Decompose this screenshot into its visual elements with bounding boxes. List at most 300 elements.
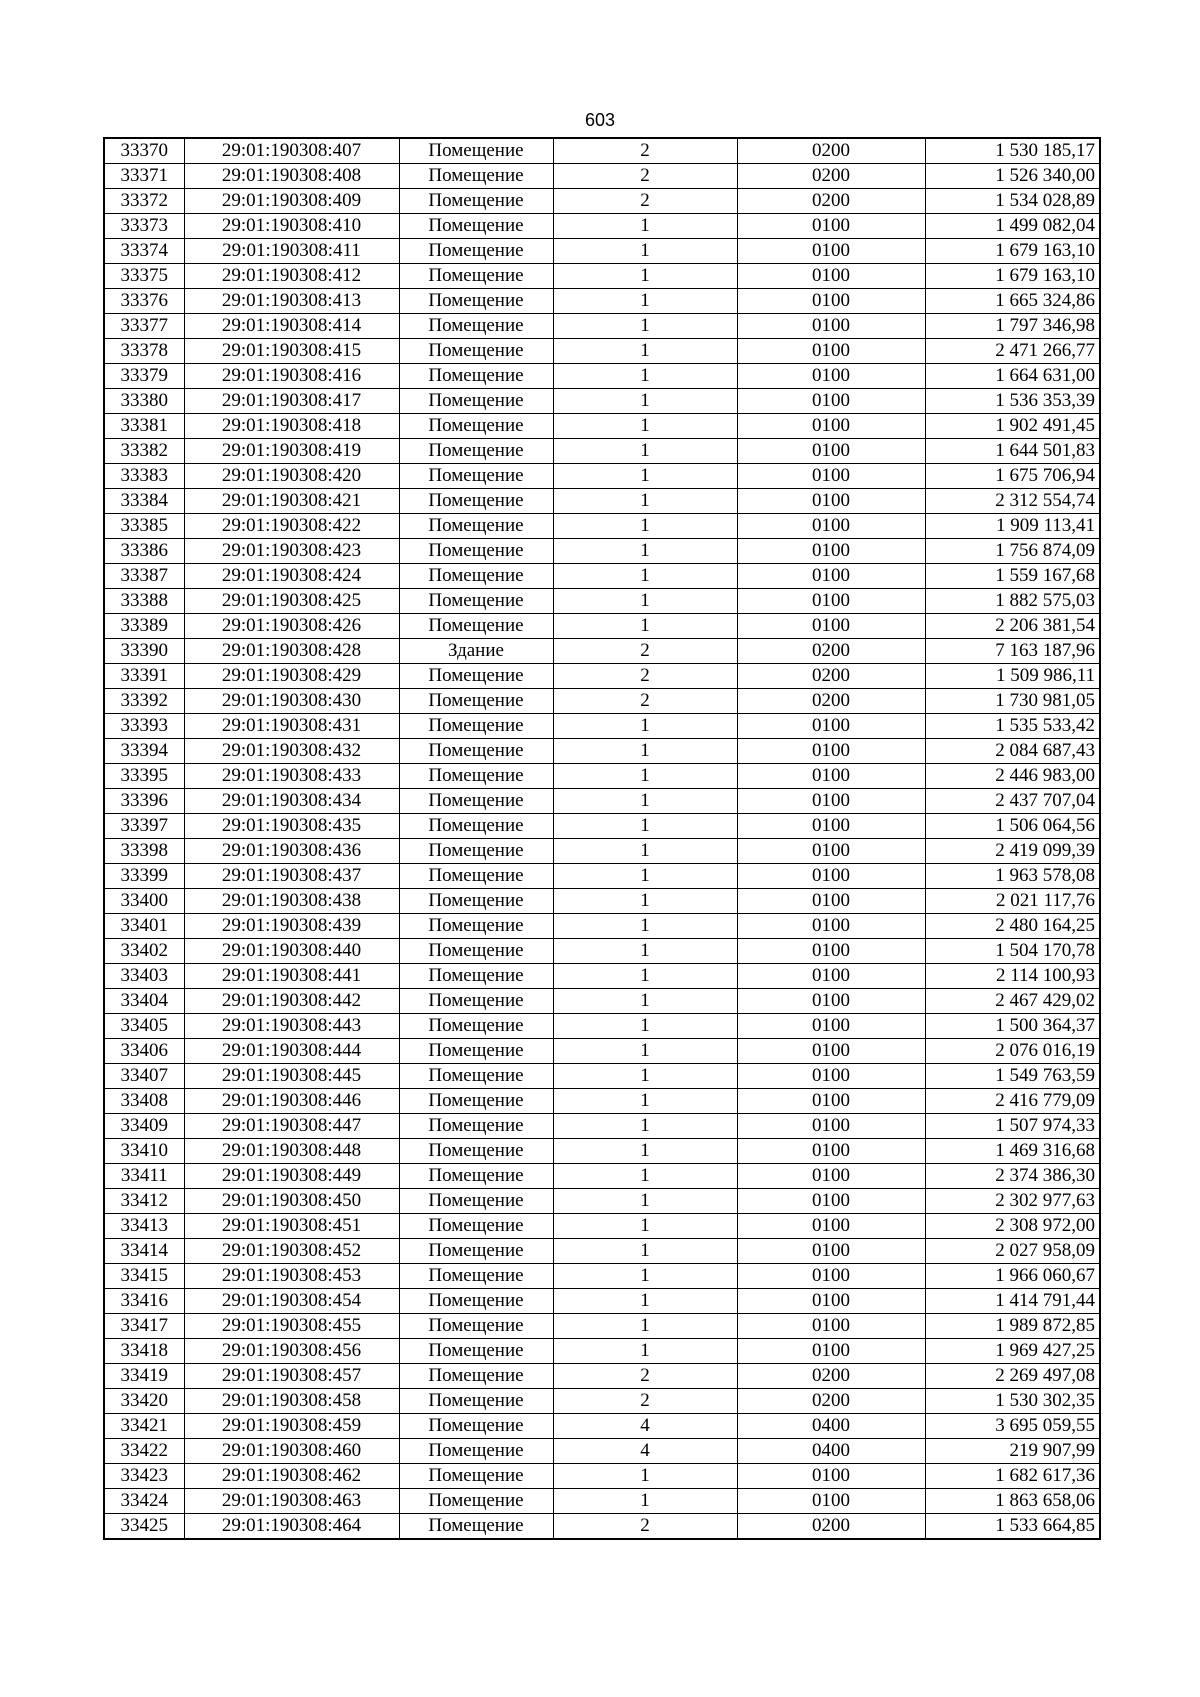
row-number-cell: 33406 <box>104 1039 184 1064</box>
code-cell: 0200 <box>737 138 925 164</box>
cadastral-value-cell: 2 084 687,43 <box>925 739 1100 764</box>
cadastral-number-cell: 29:01:190308:414 <box>184 314 399 339</box>
code-cell: 0100 <box>737 1139 925 1164</box>
table-row <box>104 1014 1100 1039</box>
code-cell: 0200 <box>737 1364 925 1389</box>
count-cell: 1 <box>553 914 737 939</box>
row-number-cell: 33424 <box>104 1489 184 1514</box>
count-cell: 1 <box>553 864 737 889</box>
code-cell: 0200 <box>737 689 925 714</box>
code-cell: 0100 <box>737 214 925 239</box>
count-cell: 1 <box>553 1314 737 1339</box>
table-row <box>104 464 1100 489</box>
object-type-cell: Помещение <box>399 589 553 614</box>
table-row <box>104 764 1100 789</box>
cadastral-value-cell: 1 730 981,05 <box>925 689 1100 714</box>
table-row <box>104 664 1100 689</box>
row-number-cell: 33389 <box>104 614 184 639</box>
cadastral-number-cell: 29:01:190308:449 <box>184 1164 399 1189</box>
row-number-cell: 33373 <box>104 214 184 239</box>
object-type-cell: Помещение <box>399 264 553 289</box>
row-number-cell: 33386 <box>104 539 184 564</box>
row-number-cell: 33377 <box>104 314 184 339</box>
count-cell: 1 <box>553 314 737 339</box>
object-type-cell: Помещение <box>399 664 553 689</box>
code-cell: 0100 <box>737 1214 925 1239</box>
count-cell: 2 <box>553 664 737 689</box>
object-type-cell: Помещение <box>399 339 553 364</box>
count-cell: 1 <box>553 964 737 989</box>
cadastral-value-cell: 2 269 497,08 <box>925 1364 1100 1389</box>
table-row <box>104 539 1100 564</box>
cadastral-value-cell: 1 902 491,45 <box>925 414 1100 439</box>
code-cell: 0100 <box>737 789 925 814</box>
table-row <box>104 1164 1100 1189</box>
count-cell: 2 <box>553 689 737 714</box>
cadastral-number-cell: 29:01:190308:424 <box>184 564 399 589</box>
cadastral-value-cell: 1 507 974,33 <box>925 1114 1100 1139</box>
row-number-cell: 33400 <box>104 889 184 914</box>
table-row <box>104 514 1100 539</box>
row-number-cell: 33371 <box>104 164 184 189</box>
table-row <box>104 1089 1100 1114</box>
table-row <box>104 414 1100 439</box>
code-cell: 0100 <box>737 764 925 789</box>
object-type-cell: Помещение <box>399 1214 553 1239</box>
cadastral-number-cell: 29:01:190308:462 <box>184 1464 399 1489</box>
count-cell: 1 <box>553 789 737 814</box>
cadastral-value-cell: 1 533 664,85 <box>925 1514 1100 1540</box>
row-number-cell: 33397 <box>104 814 184 839</box>
row-number-cell: 33409 <box>104 1114 184 1139</box>
count-cell: 1 <box>553 839 737 864</box>
count-cell: 1 <box>553 389 737 414</box>
row-number-cell: 33401 <box>104 914 184 939</box>
row-number-cell: 33411 <box>104 1164 184 1189</box>
table-row <box>104 1514 1100 1540</box>
count-cell: 1 <box>553 214 737 239</box>
row-number-cell: 33404 <box>104 989 184 1014</box>
cadastral-value-cell: 2 471 266,77 <box>925 339 1100 364</box>
table-row <box>104 364 1100 389</box>
code-cell: 0100 <box>737 489 925 514</box>
table-row <box>104 1114 1100 1139</box>
object-type-cell: Помещение <box>399 1264 553 1289</box>
cadastral-number-cell: 29:01:190308:464 <box>184 1514 399 1540</box>
object-type-cell: Помещение <box>399 1339 553 1364</box>
cadastral-number-cell: 29:01:190308:463 <box>184 1489 399 1514</box>
cadastral-value-cell: 1 756 874,09 <box>925 539 1100 564</box>
code-cell: 0100 <box>737 864 925 889</box>
cadastral-number-cell: 29:01:190308:407 <box>184 138 399 164</box>
cadastral-value-cell: 2 416 779,09 <box>925 1089 1100 1114</box>
count-cell: 1 <box>553 1264 737 1289</box>
cadastral-value-cell: 2 437 707,04 <box>925 789 1100 814</box>
table-row <box>104 814 1100 839</box>
page-number: 603 <box>584 110 616 130</box>
code-cell: 0100 <box>737 914 925 939</box>
cadastral-number-cell: 29:01:190308:419 <box>184 439 399 464</box>
count-cell: 1 <box>553 1339 737 1364</box>
object-type-cell: Помещение <box>399 1064 553 1089</box>
cadastral-number-cell: 29:01:190308:428 <box>184 639 399 664</box>
object-type-cell: Помещение <box>399 1239 553 1264</box>
object-type-cell: Помещение <box>399 889 553 914</box>
object-type-cell: Помещение <box>399 614 553 639</box>
table-row <box>104 1489 1100 1514</box>
cadastral-value-cell: 1 549 763,59 <box>925 1064 1100 1089</box>
object-type-cell: Помещение <box>399 1039 553 1064</box>
row-number-cell: 33403 <box>104 964 184 989</box>
count-cell: 1 <box>553 264 737 289</box>
count-cell: 2 <box>553 164 737 189</box>
count-cell: 1 <box>553 889 737 914</box>
object-type-cell: Помещение <box>399 1189 553 1214</box>
row-number-cell: 33372 <box>104 189 184 214</box>
code-cell: 0200 <box>737 164 925 189</box>
cadastral-number-cell: 29:01:190308:451 <box>184 1214 399 1239</box>
cadastral-number-cell: 29:01:190308:426 <box>184 614 399 639</box>
object-type-cell: Помещение <box>399 364 553 389</box>
cadastral-value-cell: 1 664 631,00 <box>925 364 1100 389</box>
cadastral-number-cell: 29:01:190308:448 <box>184 1139 399 1164</box>
row-number-cell: 33417 <box>104 1314 184 1339</box>
row-number-cell: 33391 <box>104 664 184 689</box>
code-cell: 0100 <box>737 814 925 839</box>
cadastral-number-cell: 29:01:190308:423 <box>184 539 399 564</box>
cadastral-number-cell: 29:01:190308:440 <box>184 939 399 964</box>
count-cell: 1 <box>553 1089 737 1114</box>
count-cell: 2 <box>553 189 737 214</box>
code-cell: 0200 <box>737 1514 925 1540</box>
cadastral-value-cell: 1 509 986,11 <box>925 664 1100 689</box>
cadastral-value-cell: 2 446 983,00 <box>925 764 1100 789</box>
table-row <box>104 1314 1100 1339</box>
count-cell: 1 <box>553 1014 737 1039</box>
row-number-cell: 33392 <box>104 689 184 714</box>
cadastral-number-cell: 29:01:190308:415 <box>184 339 399 364</box>
object-type-cell: Помещение <box>399 214 553 239</box>
object-type-cell: Помещение <box>399 914 553 939</box>
table-row <box>104 1439 1100 1464</box>
object-type-cell: Помещение <box>399 864 553 889</box>
row-number-cell: 33422 <box>104 1439 184 1464</box>
count-cell: 2 <box>553 639 737 664</box>
table-row <box>104 1389 1100 1414</box>
table-row <box>104 1039 1100 1064</box>
cadastral-value-cell: 1 530 185,17 <box>925 138 1100 164</box>
cadastral-value-cell: 1 682 617,36 <box>925 1464 1100 1489</box>
row-number-cell: 33402 <box>104 939 184 964</box>
object-type-cell: Помещение <box>399 839 553 864</box>
cadastral-value-cell: 2 374 386,30 <box>925 1164 1100 1189</box>
table-row <box>104 1414 1100 1439</box>
cadastral-number-cell: 29:01:190308:413 <box>184 289 399 314</box>
object-type-cell: Помещение <box>399 1414 553 1439</box>
cadastral-value-cell: 2 312 554,74 <box>925 489 1100 514</box>
table-row <box>104 689 1100 714</box>
cadastral-number-cell: 29:01:190308:444 <box>184 1039 399 1064</box>
table-row <box>104 614 1100 639</box>
cadastral-number-cell: 29:01:190308:437 <box>184 864 399 889</box>
cadastral-number-cell: 29:01:190308:420 <box>184 464 399 489</box>
code-cell: 0100 <box>737 339 925 364</box>
table-row <box>104 164 1100 189</box>
code-cell: 0100 <box>737 589 925 614</box>
count-cell: 1 <box>553 1489 737 1514</box>
cadastral-number-cell: 29:01:190308:450 <box>184 1189 399 1214</box>
table-row <box>104 1264 1100 1289</box>
cadastral-number-cell: 29:01:190308:456 <box>184 1339 399 1364</box>
count-cell: 1 <box>553 564 737 589</box>
code-cell: 0100 <box>737 1164 925 1189</box>
row-number-cell: 33388 <box>104 589 184 614</box>
cadastral-value-cell: 1 665 324,86 <box>925 289 1100 314</box>
table-row <box>104 1064 1100 1089</box>
count-cell: 1 <box>553 289 737 314</box>
code-cell: 0100 <box>737 964 925 989</box>
code-cell: 0100 <box>737 514 925 539</box>
count-cell: 1 <box>553 1039 737 1064</box>
row-number-cell: 33398 <box>104 839 184 864</box>
cadastral-number-cell: 29:01:190308:452 <box>184 1239 399 1264</box>
object-type-cell: Помещение <box>399 1314 553 1339</box>
count-cell: 1 <box>553 439 737 464</box>
table-row <box>104 589 1100 614</box>
count-cell: 1 <box>553 339 737 364</box>
row-number-cell: 33413 <box>104 1214 184 1239</box>
row-number-cell: 33408 <box>104 1089 184 1114</box>
count-cell: 1 <box>553 514 737 539</box>
table-row <box>104 839 1100 864</box>
cadastral-value-cell: 2 114 100,93 <box>925 964 1100 989</box>
cadastral-value-cell: 1 414 791,44 <box>925 1289 1100 1314</box>
code-cell: 0100 <box>737 364 925 389</box>
table-row <box>104 1364 1100 1389</box>
table-row <box>104 339 1100 364</box>
table-row <box>104 1289 1100 1314</box>
cadastral-value-cell: 2 467 429,02 <box>925 989 1100 1014</box>
table-row <box>104 864 1100 889</box>
count-cell: 4 <box>553 1439 737 1464</box>
count-cell: 1 <box>553 489 737 514</box>
count-cell: 1 <box>553 939 737 964</box>
row-number-cell: 33380 <box>104 389 184 414</box>
cadastral-number-cell: 29:01:190308:453 <box>184 1264 399 1289</box>
code-cell: 0200 <box>737 664 925 689</box>
row-number-cell: 33385 <box>104 514 184 539</box>
row-number-cell: 33370 <box>104 138 184 164</box>
cadastral-value-cell: 2 419 099,39 <box>925 839 1100 864</box>
cadastral-number-cell: 29:01:190308:416 <box>184 364 399 389</box>
code-cell: 0100 <box>737 714 925 739</box>
cadastral-number-cell: 29:01:190308:447 <box>184 1114 399 1139</box>
cadastral-number-cell: 29:01:190308:459 <box>184 1414 399 1439</box>
count-cell: 1 <box>553 1239 737 1264</box>
object-type-cell: Помещение <box>399 1014 553 1039</box>
object-type-cell: Помещение <box>399 239 553 264</box>
table-row <box>104 639 1100 664</box>
code-cell: 0100 <box>737 1464 925 1489</box>
cadastral-value-cell: 1 536 353,39 <box>925 389 1100 414</box>
cadastral-value-cell: 1 559 167,68 <box>925 564 1100 589</box>
count-cell: 4 <box>553 1414 737 1439</box>
count-cell: 1 <box>553 239 737 264</box>
cadastral-number-cell: 29:01:190308:434 <box>184 789 399 814</box>
count-cell: 2 <box>553 138 737 164</box>
cadastral-number-cell: 29:01:190308:433 <box>184 764 399 789</box>
cadastral-value-cell: 1 535 533,42 <box>925 714 1100 739</box>
cadastral-number-cell: 29:01:190308:457 <box>184 1364 399 1389</box>
count-cell: 1 <box>553 539 737 564</box>
cadastral-value-cell: 1 963 578,08 <box>925 864 1100 889</box>
object-type-cell: Помещение <box>399 714 553 739</box>
code-cell: 0100 <box>737 1339 925 1364</box>
object-type-cell: Помещение <box>399 189 553 214</box>
code-cell: 0100 <box>737 1289 925 1314</box>
code-cell: 0100 <box>737 1189 925 1214</box>
object-type-cell: Помещение <box>399 1489 553 1514</box>
object-type-cell: Помещение <box>399 1514 553 1540</box>
code-cell: 0100 <box>737 1064 925 1089</box>
code-cell: 0100 <box>737 239 925 264</box>
table-row <box>104 939 1100 964</box>
cadastral-value-cell: 1 469 316,68 <box>925 1139 1100 1164</box>
code-cell: 0100 <box>737 839 925 864</box>
row-number-cell: 33419 <box>104 1364 184 1389</box>
count-cell: 1 <box>553 814 737 839</box>
object-type-cell: Помещение <box>399 389 553 414</box>
cadastral-value-cell: 2 027 958,09 <box>925 1239 1100 1264</box>
cadastral-number-cell: 29:01:190308:411 <box>184 239 399 264</box>
cadastral-value-cell: 2 302 977,63 <box>925 1189 1100 1214</box>
row-number-cell: 33378 <box>104 339 184 364</box>
row-number-cell: 33421 <box>104 1414 184 1439</box>
cadastral-number-cell: 29:01:190308:432 <box>184 739 399 764</box>
count-cell: 1 <box>553 714 737 739</box>
table-row <box>104 989 1100 1014</box>
cadastral-number-cell: 29:01:190308:458 <box>184 1389 399 1414</box>
cadastral-number-cell: 29:01:190308:417 <box>184 389 399 414</box>
row-number-cell: 33387 <box>104 564 184 589</box>
cadastral-number-cell: 29:01:190308:441 <box>184 964 399 989</box>
cadastral-value-cell: 2 021 117,76 <box>925 889 1100 914</box>
code-cell: 0200 <box>737 1389 925 1414</box>
object-type-cell: Помещение <box>399 939 553 964</box>
row-number-cell: 33425 <box>104 1514 184 1540</box>
cadastral-number-cell: 29:01:190308:430 <box>184 689 399 714</box>
cadastral-value-cell: 1 679 163,10 <box>925 239 1100 264</box>
cadastral-number-cell: 29:01:190308:446 <box>184 1089 399 1114</box>
count-cell: 2 <box>553 1514 737 1540</box>
row-number-cell: 33393 <box>104 714 184 739</box>
cadastral-value-cell: 219 907,99 <box>925 1439 1100 1464</box>
row-number-cell: 33374 <box>104 239 184 264</box>
cadastral-value-cell: 1 989 872,85 <box>925 1314 1100 1339</box>
cadastral-value-cell: 1 504 170,78 <box>925 939 1100 964</box>
count-cell: 1 <box>553 414 737 439</box>
code-cell: 0100 <box>737 989 925 1014</box>
cadastral-value-cell: 7 163 187,96 <box>925 639 1100 664</box>
object-type-cell: Помещение <box>399 164 553 189</box>
cadastral-number-cell: 29:01:190308:439 <box>184 914 399 939</box>
object-type-cell: Помещение <box>399 1439 553 1464</box>
table-row <box>104 714 1100 739</box>
row-number-cell: 33410 <box>104 1139 184 1164</box>
count-cell: 1 <box>553 1139 737 1164</box>
object-type-cell: Помещение <box>399 514 553 539</box>
cadastral-value-cell: 1 863 658,06 <box>925 1489 1100 1514</box>
table-row <box>104 1464 1100 1489</box>
table-row <box>104 314 1100 339</box>
count-cell: 1 <box>553 1289 737 1314</box>
code-cell: 0100 <box>737 389 925 414</box>
cadastral-number-cell: 29:01:190308:422 <box>184 514 399 539</box>
code-cell: 0100 <box>737 1114 925 1139</box>
row-number-cell: 33379 <box>104 364 184 389</box>
count-cell: 2 <box>553 1389 737 1414</box>
code-cell: 0100 <box>737 414 925 439</box>
code-cell: 0100 <box>737 439 925 464</box>
code-cell: 0100 <box>737 1489 925 1514</box>
cadastral-number-cell: 29:01:190308:460 <box>184 1439 399 1464</box>
count-cell: 1 <box>553 1464 737 1489</box>
table-row <box>104 964 1100 989</box>
code-cell: 0200 <box>737 639 925 664</box>
table-row <box>104 1214 1100 1239</box>
cadastral-number-cell: 29:01:190308:438 <box>184 889 399 914</box>
code-cell: 0100 <box>737 1314 925 1339</box>
cadastral-value-cell: 2 076 016,19 <box>925 1039 1100 1064</box>
row-number-cell: 33418 <box>104 1339 184 1364</box>
cadastral-value-cell: 1 882 575,03 <box>925 589 1100 614</box>
count-cell: 2 <box>553 1364 737 1389</box>
row-number-cell: 33384 <box>104 489 184 514</box>
cadastral-value-cell: 1 530 302,35 <box>925 1389 1100 1414</box>
object-type-cell: Помещение <box>399 539 553 564</box>
count-cell: 1 <box>553 464 737 489</box>
object-type-cell: Помещение <box>399 964 553 989</box>
table-row <box>104 489 1100 514</box>
code-cell: 0400 <box>737 1414 925 1439</box>
code-cell: 0100 <box>737 289 925 314</box>
table-row <box>104 789 1100 814</box>
object-type-cell: Помещение <box>399 689 553 714</box>
cadastral-number-cell: 29:01:190308:445 <box>184 1064 399 1089</box>
object-type-cell: Помещение <box>399 1089 553 1114</box>
table-row <box>104 1339 1100 1364</box>
cadastral-value-cell: 1 644 501,83 <box>925 439 1100 464</box>
cadastral-number-cell: 29:01:190308:455 <box>184 1314 399 1339</box>
code-cell: 0100 <box>737 1014 925 1039</box>
object-type-cell: Помещение <box>399 739 553 764</box>
cadastral-number-cell: 29:01:190308:418 <box>184 414 399 439</box>
row-number-cell: 33412 <box>104 1189 184 1214</box>
cadastral-number-cell: 29:01:190308:408 <box>184 164 399 189</box>
object-type-cell: Помещение <box>399 289 553 314</box>
object-type-cell: Помещение <box>399 1464 553 1489</box>
code-cell: 0400 <box>737 1439 925 1464</box>
row-number-cell: 33394 <box>104 739 184 764</box>
object-type-cell: Помещение <box>399 814 553 839</box>
table-row <box>104 138 1100 164</box>
cadastral-value-cell: 1 526 340,00 <box>925 164 1100 189</box>
cadastral-number-cell: 29:01:190308:412 <box>184 264 399 289</box>
cadastral-number-cell: 29:01:190308:425 <box>184 589 399 614</box>
code-cell: 0100 <box>737 464 925 489</box>
table-row <box>104 289 1100 314</box>
table-row <box>104 264 1100 289</box>
